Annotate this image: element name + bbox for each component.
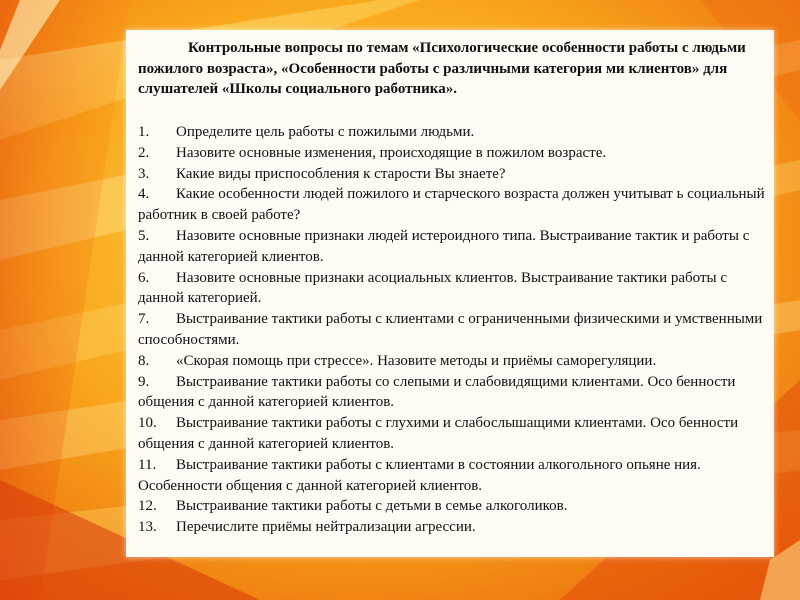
question-text: Какие виды приспособления к старости Вы знаете? xyxy=(176,165,506,182)
slide-title: Контрольные вопросы по темам «Психологические особенности работы с людьми пожилого возраста», «Особенности работы с различными категория ми клиентов» для слушателей «Школы социального работника». xyxy=(138,40,746,97)
question-text: Назовите основные признаки людей истероидного типа. Выстраивание тактик и работы с данной категорией клиентов. xyxy=(138,227,750,265)
question-text: Выстраивание тактики работы с клиентами с ограниченными физическими и умственными способностями. xyxy=(138,311,763,348)
question-text: «Скорая помощь при стрессе». Назовите методы и приёмы саморегуляции. xyxy=(176,352,657,369)
question-number: 6. xyxy=(138,269,150,286)
question-text: Перечислите приёмы нейтрализации агрессии. xyxy=(176,519,476,536)
list-item xyxy=(138,226,770,268)
question-number: 4. xyxy=(138,186,150,203)
list-item xyxy=(138,143,770,164)
list-item xyxy=(138,122,770,143)
question-number: 13. xyxy=(138,519,157,536)
question-text: Назовите основные изменения, происходящие в пожилом возрасте. xyxy=(176,144,607,161)
list-item xyxy=(138,517,770,538)
question-number: 10. xyxy=(138,415,157,432)
question-text: Выстраивание тактики работы с глухими и слабослышащими клиентами. Осо бенности общения с данной категорией клиентов. xyxy=(138,415,739,452)
question-number: 5. xyxy=(138,227,150,244)
question-number: 11. xyxy=(138,456,157,473)
question-text: Какие особенности людей пожилого и старческого возраста должен учитыват ь социальный работник в своей работе? xyxy=(138,186,765,224)
question-number: 9. xyxy=(138,373,150,390)
question-text: Определите цель работы с пожилыми людьми. xyxy=(176,124,475,140)
question-number: 12. xyxy=(138,498,157,515)
question-number: 3. xyxy=(138,165,150,182)
question-text: Выстраивание тактики работы с клиентами в состоянии алкогольного опьяне ния. Особенности общения с данной категорией клиентов. xyxy=(138,456,701,494)
question-number: 7. xyxy=(138,311,150,328)
list-item xyxy=(138,351,770,372)
question-number: 1. xyxy=(138,124,150,140)
list-item xyxy=(138,309,770,351)
list-item xyxy=(138,268,770,310)
question-text: Выстраивание тактики работы со слепыми и слабовидящими клиентами. Осо бенности общения с данной категорией клиентов. xyxy=(138,373,736,411)
question-text: Назовите основные признаки асоциальных клиентов. Выстраивание тактики работы с данной категорией. xyxy=(138,269,727,307)
list-item xyxy=(138,413,770,455)
question-text: Выстраивание тактики работы с детьми в семье алкоголиков. xyxy=(176,498,568,515)
list-item xyxy=(138,496,770,517)
question-list xyxy=(138,122,770,538)
question-number: 8. xyxy=(138,352,150,369)
list-item xyxy=(138,455,770,497)
list-item xyxy=(138,164,770,185)
question-number: 2. xyxy=(138,144,150,161)
list-item xyxy=(138,372,770,414)
list-item xyxy=(138,184,770,226)
